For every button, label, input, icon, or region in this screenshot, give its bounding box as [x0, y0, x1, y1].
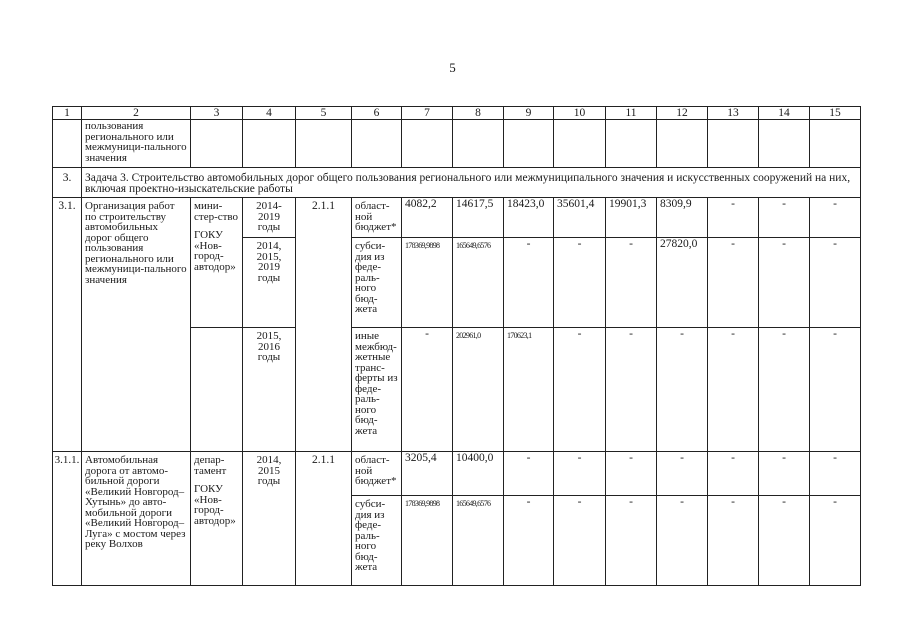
- value-cell: 4082,2: [402, 198, 453, 238]
- column-number: 9: [504, 107, 554, 120]
- column-number: 14: [759, 107, 810, 120]
- value-cell: 14617,5: [453, 198, 504, 238]
- value-cell: -: [708, 238, 759, 328]
- value-cell: -: [810, 328, 861, 452]
- value-cell: -: [759, 198, 810, 238]
- period: 2015, 2016 годы: [243, 328, 296, 452]
- value-cell: -: [708, 496, 759, 586]
- value-cell: 178369,9898: [402, 496, 453, 586]
- period: 2014, 2015, 2019 годы: [243, 238, 296, 328]
- column-numbers-row: [53, 107, 861, 120]
- value-cell: 178369,9898: [402, 238, 453, 328]
- page-number: 5: [449, 60, 456, 75]
- item-number: 3.1.1.: [53, 452, 82, 586]
- value-cell: -: [554, 238, 606, 328]
- executor-goku: ГОКУ «Нов-город-автодор»: [194, 229, 236, 273]
- value-cell: -: [657, 452, 708, 496]
- value-cell: -: [708, 198, 759, 238]
- target-indicator: 2.1.1: [296, 198, 352, 452]
- column-number: 3: [191, 107, 243, 120]
- value-cell: 202961,0: [453, 328, 504, 452]
- funding-source: субси-дия из феде-раль-ного бюд-жета: [352, 496, 402, 586]
- column-number: 1: [53, 107, 82, 120]
- value-cell: -: [657, 328, 708, 452]
- continuation-row: [53, 120, 861, 168]
- value-cell: -: [504, 496, 554, 586]
- value-cell: -: [759, 452, 810, 496]
- task-row: [53, 168, 861, 198]
- column-number: 13: [708, 107, 759, 120]
- value-cell: -: [402, 328, 453, 452]
- value-cell: -: [657, 496, 708, 586]
- column-number: 2: [82, 107, 191, 120]
- value-cell: 8309,9: [657, 198, 708, 238]
- value-cell: -: [554, 496, 606, 586]
- executor-department: депар-тамент: [194, 454, 227, 477]
- value-cell: -: [708, 328, 759, 452]
- period: 2014-2019 годы: [243, 198, 296, 238]
- value-cell: -: [606, 328, 657, 452]
- table-row: [53, 452, 861, 496]
- value-cell: 170623,1: [504, 328, 554, 452]
- value-cell: -: [810, 238, 861, 328]
- value-cell: -: [606, 452, 657, 496]
- column-number: 7: [402, 107, 453, 120]
- column-number: 4: [243, 107, 296, 120]
- funding-source: субси-дия из феде-раль-ного бюд-жета: [352, 238, 402, 328]
- task-number: 3.: [53, 168, 82, 198]
- item-name: Автомобильная дорога от автомо-бильной дороги «Великий Новгород–Хутынь» до авто-мобильной дороги «Великий Новгород–Луга» с мостом через реку Волхов: [82, 452, 191, 586]
- value-cell: -: [554, 328, 606, 452]
- value-cell: -: [759, 238, 810, 328]
- value-cell: 19901,3: [606, 198, 657, 238]
- value-cell: 18423,0: [504, 198, 554, 238]
- column-number: 6: [352, 107, 402, 120]
- value-cell: -: [810, 496, 861, 586]
- value-cell: 3205,4: [402, 452, 453, 496]
- funding-source: иные межбюд-жетные транс-ферты из феде-раль-ного бюд-жета: [352, 328, 402, 452]
- funding-source: област-ной бюджет*: [352, 452, 402, 496]
- value-cell: 35601,4: [554, 198, 606, 238]
- value-cell: 10400,0: [453, 452, 504, 496]
- value-cell: -: [759, 328, 810, 452]
- column-number: 8: [453, 107, 504, 120]
- column-number: 10: [554, 107, 606, 120]
- task-text: Задача 3. Строительство автомобильных дорог общего пользования регионального или межмуниципального значения и искусственных сооружений на них, включая проектно-изыскательские работы: [82, 168, 861, 198]
- value-cell: 165649,6576: [453, 238, 504, 328]
- value-cell: -: [759, 496, 810, 586]
- value-cell: 27820,0: [657, 238, 708, 328]
- period: 2014, 2015 годы: [243, 452, 296, 586]
- value-cell: -: [504, 238, 554, 328]
- value-cell: -: [810, 452, 861, 496]
- item-number: 3.1.: [53, 198, 82, 452]
- column-number: 15: [810, 107, 861, 120]
- table-row: [53, 198, 861, 238]
- item-name: Организация работ по строительству автомобильных дорог общего пользования регионального или межмуници-пального значения: [82, 198, 191, 452]
- executor-goku: ГОКУ «Нов-город-автодор»: [194, 483, 236, 527]
- executor-cell: [191, 198, 243, 328]
- value-cell: -: [708, 452, 759, 496]
- value-cell: -: [606, 496, 657, 586]
- value-cell: -: [554, 452, 606, 496]
- column-number: 11: [606, 107, 657, 120]
- executor-ministry: мини-стер-ство: [194, 200, 239, 223]
- target-indicator: 2.1.1: [296, 452, 352, 586]
- funding-source: област-ной бюджет*: [352, 198, 402, 238]
- executor-cell: [191, 452, 243, 586]
- value-cell: 165649,6576: [453, 496, 504, 586]
- continuation-text: пользования регионального или межмуници-пального значения: [82, 120, 191, 168]
- value-cell: -: [606, 238, 657, 328]
- value-cell: -: [504, 452, 554, 496]
- column-number: 5: [296, 107, 352, 120]
- value-cell: -: [810, 198, 861, 238]
- column-number: 12: [657, 107, 708, 120]
- program-table: [52, 106, 861, 586]
